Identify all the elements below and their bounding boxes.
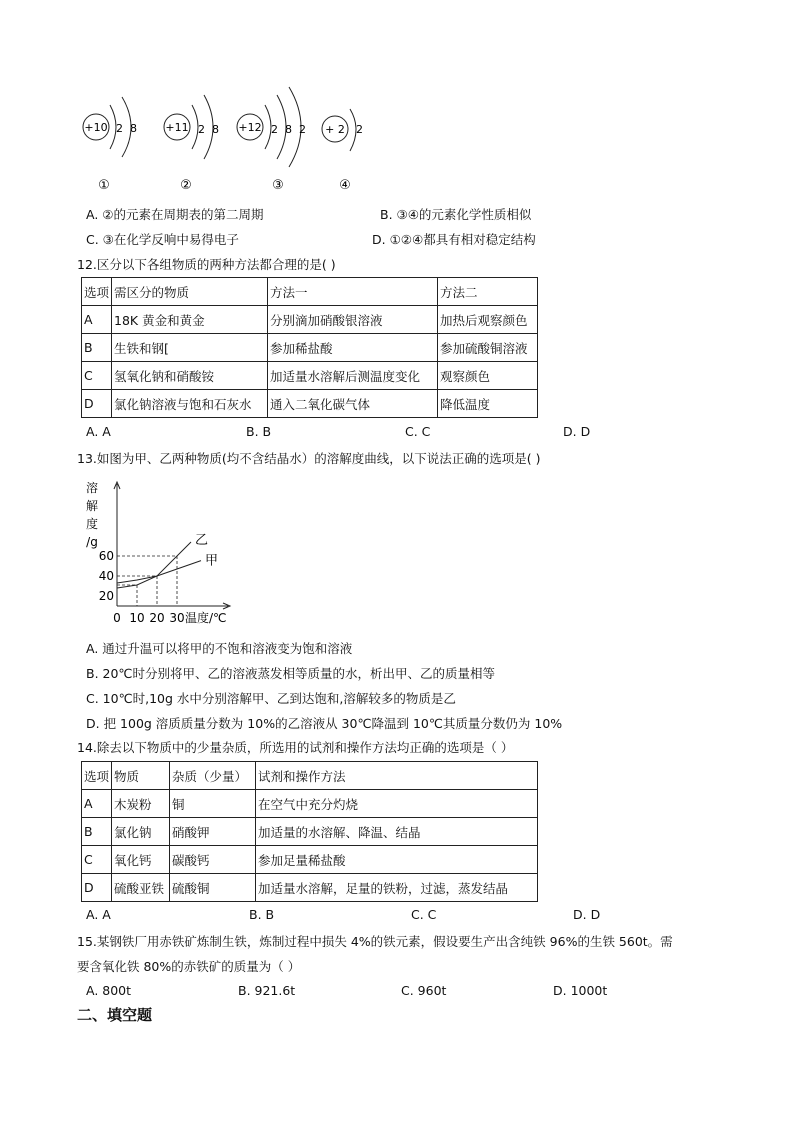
table-cell: 铜 [170, 790, 256, 818]
atom-2-label: ② [180, 178, 192, 193]
table-cell: A [82, 306, 112, 334]
table-row [82, 818, 538, 846]
x-tick-label: 10 [129, 611, 145, 625]
y-axis-label-char: 解 [85, 499, 99, 513]
q12-choice-b[interactable]: B. B [246, 424, 272, 439]
q14-choice-a[interactable]: A. A [86, 907, 111, 922]
atom-2-shells: 2 8 [198, 123, 219, 136]
guide-10 [117, 585, 137, 606]
atom-3-shells: 2 8 2 [271, 123, 306, 136]
table-header-cell: 方法一 [268, 278, 438, 306]
table-cell: 硝酸钾 [170, 818, 256, 846]
atom-3-label: ③ [272, 178, 284, 193]
q14-stem: 14.除去以下物质中的少量杂质，所选用的试剂和操作方法均正确的选项是（ ） [77, 740, 514, 755]
table-cell: 硫酸铜 [170, 874, 256, 902]
q12-table [81, 277, 538, 418]
q14-table [81, 761, 538, 902]
y-axis-label-char: /g [86, 535, 98, 549]
series-jia-line [117, 561, 201, 583]
chart-axes [114, 482, 230, 609]
q13-option-d[interactable]: D. 把 100g 溶质质量分数为 10%的乙溶液从 30℃降温到 10℃其质量分数仍为 10% [86, 716, 563, 731]
q13-option-b[interactable]: B. 20℃时分别将甲、乙的溶液蒸发相等质量的水，析出甲、乙的质量相等 [86, 666, 495, 681]
y-tick-label: 40 [98, 569, 114, 583]
q11-option-b[interactable]: B. ③④的元素化学性质相似 [380, 207, 532, 222]
table-row [82, 390, 538, 418]
q11-option-d[interactable]: D. ①②④都具有相对稳定结构 [372, 232, 536, 247]
table-row [82, 874, 538, 902]
table-header-row [82, 762, 538, 790]
table-cell: 碳酸钙 [170, 846, 256, 874]
x-tick-label: 20 [149, 611, 165, 625]
atom-2-nucleus: +11 [165, 121, 189, 134]
table-cell: 观察颜色 [438, 362, 538, 390]
table-cell: 硫酸亚铁 [112, 874, 170, 902]
table-header-row [82, 278, 538, 306]
y-tick-label: 60 [98, 549, 114, 563]
table-row [82, 790, 538, 818]
table-cell: 加适量水溶解，足量的铁粉，过滤，蒸发结晶 [256, 874, 538, 902]
section-heading: 二、填空题 [77, 1006, 153, 1024]
q13-option-c[interactable]: C. 10℃时,10g 水中分别溶解甲、乙到达饱和,溶解较多的物质是乙 [86, 691, 456, 706]
atom-4-shells: 2 [356, 123, 363, 136]
x-axis-label: 温度/℃ [185, 611, 227, 625]
table-cell: 加适量的水溶解、降温、结晶 [256, 818, 538, 846]
table-cell: 参加足量稀盐酸 [256, 846, 538, 874]
table-row [82, 306, 538, 334]
chart-labels [86, 480, 227, 625]
atom-2 [164, 95, 219, 193]
q14-choice-b[interactable]: B. B [249, 907, 275, 922]
y-tick-label: 20 [98, 589, 114, 603]
atom-3 [237, 87, 306, 193]
atom-3-nucleus: +12 [238, 121, 262, 134]
table-header-cell: 选项 [82, 278, 112, 306]
table-cell: 氧化钙 [112, 846, 170, 874]
solubility-chart [80, 476, 250, 631]
table-cell: 氯化钠溶液与饱和石灰水 [112, 390, 268, 418]
q15-stem-line1: 15.某钢铁厂用赤铁矿炼制生铁，炼制过程中损失 4%的铁元素，假设要生产出含纯铁 96%的生铁 560t。需 [77, 934, 673, 949]
atom-diagrams [70, 85, 390, 200]
table-cell: 生铁和钢[ [112, 334, 268, 362]
table-cell: 氢氧化钠和硝酸铵 [112, 362, 268, 390]
table-cell: 参加稀盐酸 [268, 334, 438, 362]
series-yi-label: 乙 [195, 533, 209, 548]
table-header-cell: 物质 [112, 762, 170, 790]
table-cell: 加适量水溶解后测温度变化 [268, 362, 438, 390]
table-row [82, 334, 538, 362]
table-cell: D [82, 390, 112, 418]
q15-choice-d[interactable]: D. 1000t [553, 983, 608, 998]
table-header-cell: 选项 [82, 762, 112, 790]
table-cell: A [82, 790, 112, 818]
q14-choice-d[interactable]: D. D [573, 907, 601, 922]
table-row [82, 362, 538, 390]
series-jia-label: 甲 [205, 553, 219, 569]
q12-stem: 12.区分以下各组物质的两种方法都合理的是( ) [77, 257, 336, 272]
q11-option-a[interactable]: A. ②的元素在周期表的第二周期 [86, 207, 264, 222]
table-cell: B [82, 818, 112, 846]
table-row [82, 846, 538, 874]
q13-option-a[interactable]: A. 通过升温可以将甲的不饱和溶液变为饱和溶液 [86, 641, 353, 656]
table-cell: C [82, 362, 112, 390]
table-header-cell: 需区分的物质 [112, 278, 268, 306]
table-cell: C [82, 846, 112, 874]
table-cell: 通入二氧化碳气体 [268, 390, 438, 418]
table-cell: 木炭粉 [112, 790, 170, 818]
x-tick-label: 0 [113, 611, 121, 625]
table-cell: 降低温度 [438, 390, 538, 418]
atom-4 [322, 109, 363, 193]
q12-choice-a[interactable]: A. A [86, 424, 111, 439]
q15-choice-b[interactable]: B. 921.6t [238, 983, 296, 998]
table-cell: D [82, 874, 112, 902]
table-header-cell: 试剂和操作方法 [256, 762, 538, 790]
q13-stem: 13.如图为甲、乙两种物质(均不含结晶水）的溶解度曲线，以下说法正确的选项是( ) [77, 451, 541, 466]
table-cell: B [82, 334, 112, 362]
y-axis-label-char: 溶 [85, 481, 99, 495]
table-cell: 氯化钠 [112, 818, 170, 846]
table-cell: 分别滴加硝酸银溶液 [268, 306, 438, 334]
q15-stem-line2: 要含氧化铁 80%的赤铁矿的质量为（ ） [77, 959, 301, 974]
table-cell: 加热后观察颜色 [438, 306, 538, 334]
table-cell: 参加硫酸铜溶液 [438, 334, 538, 362]
atom-1-shells: 2 8 [116, 122, 137, 135]
q15-choice-c[interactable]: C. 960t [401, 983, 447, 998]
table-header-cell: 杂质（少量） [170, 762, 256, 790]
q14-choice-c[interactable]: C. C [411, 907, 437, 922]
chart-series [117, 542, 201, 588]
q12-choice-c[interactable]: C. C [405, 424, 431, 439]
q11-option-c[interactable]: C. ③在化学反响中易得电子 [86, 232, 239, 247]
atom-1-label: ① [98, 178, 110, 193]
atom-1 [83, 97, 137, 193]
x-tick-label: 30 [169, 611, 185, 625]
table-cell: 在空气中充分灼烧 [256, 790, 538, 818]
atom-1-nucleus: +10 [84, 121, 108, 134]
atom-4-label: ④ [339, 178, 351, 193]
table-header-cell: 方法二 [438, 278, 538, 306]
q15-choice-a[interactable]: A. 800t [86, 983, 132, 998]
y-axis-label-char: 度 [85, 517, 99, 531]
atom-4-nucleus: + 2 [325, 123, 345, 136]
table-cell: 18K 黄金和黄金 [112, 306, 268, 334]
q12-choice-d[interactable]: D. D [563, 424, 591, 439]
